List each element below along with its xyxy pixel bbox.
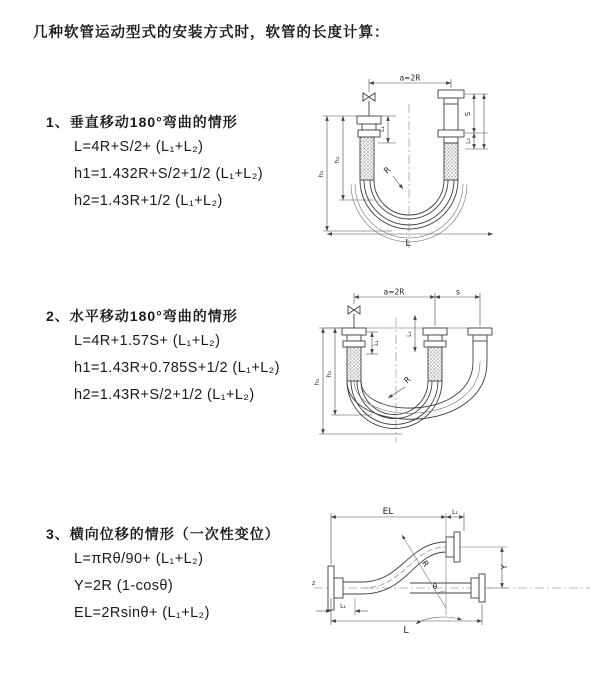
axis-mark-z: z [312, 580, 316, 587]
dimension-lines [313, 288, 480, 435]
braided-hose-middle [428, 347, 442, 381]
dim-label-r: R [419, 559, 431, 569]
dim-label-a2r: a=2R [399, 73, 421, 83]
dim-label-h2: h₂ [333, 156, 341, 164]
diagram-horizontal-180-svg [312, 282, 588, 448]
braided-hose-left [347, 347, 361, 381]
formula-s2-h1: h1=1.43R+0.785S+1/2 (L₁+L₂) [74, 360, 280, 376]
construction-lines [402, 513, 462, 624]
diagram-horizontal-180 [312, 282, 588, 448]
dim-label-r: R [382, 165, 393, 176]
section-3-heading: 3、横向位移的情形（一次性变位） [46, 526, 280, 542]
formula-s2-h2: h2=1.43R+S/2+1/2 (L₁+L₂) [74, 387, 255, 403]
diagram-vertical-180 [312, 68, 584, 258]
dim-label-h1: h₁ [317, 170, 325, 178]
diagram-lateral-displacement [310, 503, 596, 649]
dim-label-h1: h₁ [313, 378, 321, 386]
flange-lower-right [479, 574, 485, 602]
formula-s1-h1: h1=1.432R+S/2+1/2 (L₁+L₂) [74, 166, 264, 182]
braided-hose-left [360, 137, 374, 180]
formula-s2-L: L=4R+1.57S+ (L₁+L₂) [74, 333, 221, 349]
dimension-lines [316, 507, 509, 636]
diagram-vertical-180-svg [312, 68, 584, 258]
dim-label-a2r: a=2R [383, 287, 405, 297]
dim-label-l: L [403, 625, 409, 636]
flange-upper-right [454, 532, 460, 562]
braided-hose-right [444, 143, 458, 180]
hose-assembly [328, 532, 485, 610]
dim-label-r: R [402, 374, 413, 386]
dim-label-s: s [456, 287, 460, 297]
page-title: 几种软管运动型式的安装方式时，软管的长度计算： [33, 25, 390, 41]
formula-s3-EL: EL=2Rsinθ+ (L₁+L₂) [74, 605, 210, 621]
dim-label-l: L [405, 238, 411, 249]
formula-s1-L: L=4R+S/2+ (L₁+L₂) [74, 139, 204, 155]
dim-label-y: Y [500, 564, 509, 570]
diagram-lateral-displacement-svg [310, 503, 596, 649]
dim-label-h2: h₂ [325, 370, 333, 378]
dim-label-l2: L₂ [465, 138, 472, 144]
dimension-lines [317, 74, 493, 250]
section-2-heading: 2、水平移动180°弯曲的情形 [46, 308, 238, 324]
formula-s1-h2: h2=1.43R+1/2 (L₁+L₂) [74, 193, 223, 209]
dim-label-s: S [464, 111, 472, 117]
valve-icon [348, 306, 360, 314]
dim-label-el: EL [382, 507, 394, 517]
angle-label-theta: θ [432, 583, 438, 591]
dim-label-l2: L₂ [406, 331, 413, 337]
dim-label-l1-left: L₁ [340, 603, 346, 610]
formula-s3-Y: Y=2R (1-cosθ) [74, 578, 174, 594]
valve-icon [363, 93, 375, 101]
section-1-heading: 1、垂直移动180°弯曲的情形 [46, 114, 238, 130]
dim-label-l1-top: L₁ [452, 509, 458, 516]
hose-assembly [342, 306, 492, 429]
dim-label-l1: L₁ [373, 340, 380, 346]
dim-label-l1: L₁ [379, 126, 386, 132]
formula-s3-L: L=πRθ/90+ (L₁+L₂) [74, 551, 204, 567]
